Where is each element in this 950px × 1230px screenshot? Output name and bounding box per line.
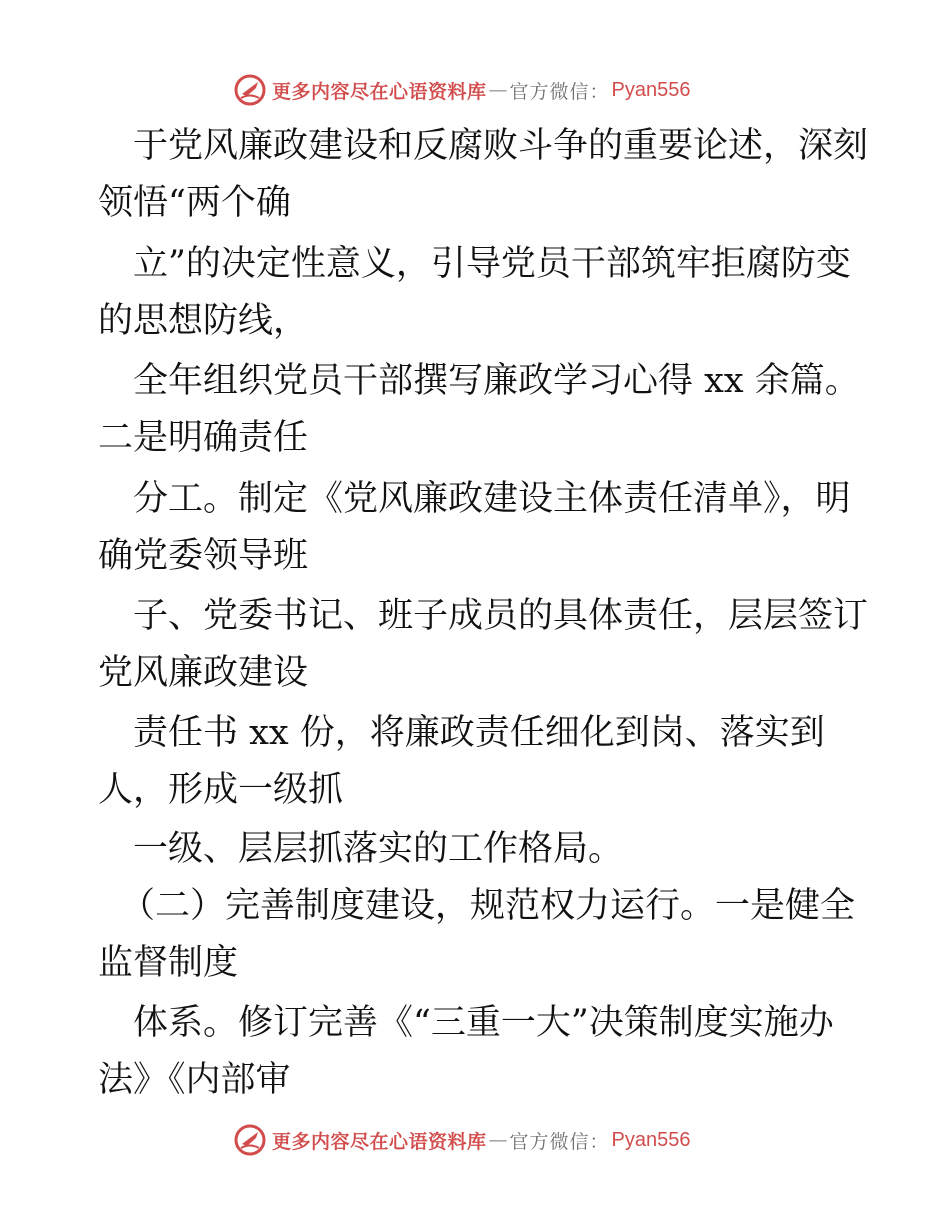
body-line-3 [0,239,950,289]
body-line-8 [0,531,950,581]
body-line-9-text: 子、党委书记、班子成员的具体责任，层层签订 [133,596,869,636]
book-feather-logo-icon [234,74,266,106]
body-line-14-text: （二）完善制度建设，规范权力运行。一是健全 [120,886,856,926]
body-line-10-text: 党风廉政建设 [98,653,309,693]
body-line-17 [0,1055,950,1105]
body-line-13-text: 一级、层层抓落实的工作格局。 [133,829,624,869]
body-line-12 [0,765,950,815]
body-line-4 [0,296,950,346]
header-banner-content [234,70,691,110]
body-line-7 [0,474,950,524]
body-line-6 [0,413,950,463]
body-line-7-text: 分工。制定《党风廉政建设主体责任清单》，明 [133,479,851,519]
body-line-13 [0,824,950,874]
footer-banner [0,1120,950,1160]
header-contact-label: 官方微信： [509,80,610,103]
body-line-11-text: 责任书 xx 份，将廉政责任细化到岗、落实到 [133,713,825,753]
header-contact-id: Pyan556 [611,78,691,101]
body-line-3-text: 立”的决定性意义，引导党员干部筑牢拒腐防变 [133,244,851,284]
body-line-6-text: 二是明确责任 [98,418,309,458]
footer-banner-content [234,1120,691,1160]
body-line-1-text: 于党风廉政建设和反腐败斗争的重要论述，深刻 [133,126,869,166]
body-line-2 [0,178,950,228]
footer-contact-id: Pyan556 [611,1128,691,1151]
body-line-9 [0,591,950,641]
header-brand-text: 更多内容尽在心语资料库 [272,80,487,103]
body-line-5-text: 全年组织党员干部撰写廉政学习心得 xx 余篇。 [133,361,860,401]
body-line-17-text: 法》《内部审 [98,1060,291,1100]
body-line-15 [0,938,950,988]
header-separator: — [488,79,508,101]
body-line-16-text: 体系。修订完善《“三重一大”决策制度实施办 [133,1003,834,1043]
footer-separator: — [488,1129,508,1151]
body-line-15-text: 监督制度 [98,943,239,983]
header-banner [0,70,950,110]
body-line-5 [0,356,950,406]
body-line-16 [0,998,950,1048]
footer-contact-label: 官方微信： [509,1130,610,1153]
body-line-11 [0,708,950,758]
body-line-12-text: 人，形成一级抓 [98,770,344,810]
body-line-2-text: 领悟“两个确 [98,183,291,223]
body-line-4-text: 的思想防线， [98,301,309,341]
footer-brand-text: 更多内容尽在心语资料库 [272,1130,487,1153]
body-line-10 [0,648,950,698]
book-feather-logo-icon [234,1124,266,1156]
body-line-8-text: 确党委领导班 [98,536,309,576]
body-line-1 [0,121,950,171]
body-line-14 [0,881,950,931]
